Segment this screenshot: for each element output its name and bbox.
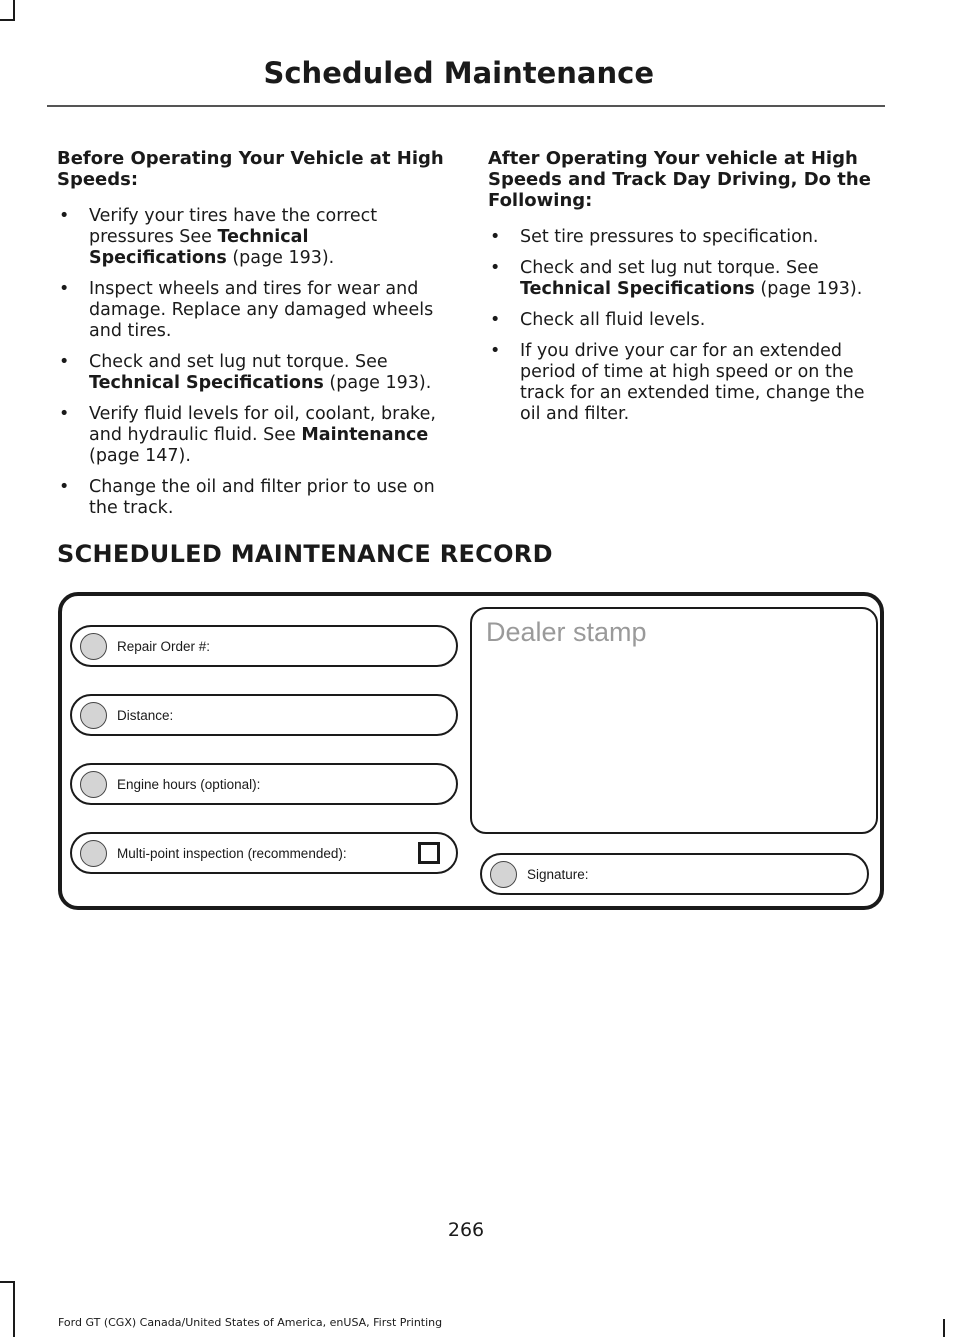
list-item: • Check and set lug nut torque. See Technical Specifications (page 193).: [490, 258, 863, 299]
list-item: • If you drive your car for an extended period of time at high speed or on the track for an extended time, change the oil and filter.: [490, 341, 865, 424]
after-operating-list: [488, 227, 883, 425]
before-operating-column: [57, 148, 452, 529]
xref-link[interactable]: Technical Specifications: [89, 373, 324, 393]
repair-order-field[interactable]: [70, 625, 458, 667]
crop-mark: [0, 1281, 15, 1283]
before-operating-list: [57, 206, 452, 519]
list-item: • Verify your tires have the correct pressures See Technical Specifications (page 193).: [59, 206, 378, 268]
bullet: •: [59, 477, 70, 497]
list-item: • Change the oil and filter prior to use on the track.: [59, 477, 435, 518]
dealer-stamp-label: Dealer stamp: [486, 617, 647, 647]
crop-mark: [13, 0, 15, 20]
bullet: •: [59, 404, 70, 424]
list-item: • Inspect wheels and tires for wear and damage. Replace any damaged wheels and tires.: [59, 279, 434, 341]
after-operating-column: [488, 148, 883, 435]
list-item: • Verify fluid levels for oil, coolant, brake, and hydraulic fluid. See Maintenance (page 147).: [59, 404, 436, 466]
field-dot-icon: [490, 861, 517, 888]
distance-field[interactable]: [70, 694, 458, 736]
before-operating-heading: Before Operating Your Vehicle at High Speeds:: [57, 148, 444, 190]
list-item: • Check and set lug nut torque. See Technical Specifications (page 193).: [59, 352, 432, 393]
bullet: •: [490, 341, 501, 361]
header-divider: [47, 105, 885, 107]
crop-mark: [0, 19, 15, 21]
inspection-field[interactable]: [70, 832, 458, 874]
bullet: •: [490, 227, 501, 247]
page-number: 266: [447, 1219, 485, 1241]
xref-link[interactable]: Maintenance: [301, 425, 429, 445]
signature-field[interactable]: [480, 853, 869, 895]
signature-label: Signature:: [527, 867, 589, 882]
bullet: •: [59, 206, 70, 226]
inspection-checkbox[interactable]: [418, 842, 440, 864]
list-item: • Check all fluid levels.: [490, 310, 706, 330]
repair-order-label: Repair Order #:: [117, 639, 211, 654]
xref-link[interactable]: Technical Specifications: [89, 227, 309, 268]
after-operating-heading: After Operating Your vehicle at High Speeds and Track Day Driving, Do the Following:: [488, 148, 871, 211]
engine-hours-field[interactable]: [70, 763, 458, 805]
inspection-label: Multi-point inspection (recommended):: [117, 846, 347, 861]
engine-hours-label: Engine hours (optional):: [117, 777, 261, 792]
bullet: •: [59, 279, 70, 299]
xref-link[interactable]: Technical Specifications: [520, 279, 755, 299]
dealer-stamp-box[interactable]: [470, 607, 878, 834]
field-dot-icon: [80, 771, 107, 798]
crop-mark: [13, 1281, 15, 1337]
bullet: •: [490, 310, 501, 330]
field-dot-icon: [80, 633, 107, 660]
footer-text: Ford GT (CGX) Canada/United States of America, enUSA, First Printing: [58, 1316, 443, 1329]
page-title: Scheduled Maintenance: [263, 56, 654, 90]
distance-label: Distance:: [117, 708, 174, 723]
section-heading: SCHEDULED MAINTENANCE RECORD: [57, 540, 553, 568]
list-item: • Set tire pressures to specification.: [490, 227, 819, 247]
bullet: •: [59, 352, 70, 372]
bullet: •: [490, 258, 501, 278]
crop-mark: [943, 1319, 945, 1337]
field-dot-icon: [80, 840, 107, 867]
field-dot-icon: [80, 702, 107, 729]
